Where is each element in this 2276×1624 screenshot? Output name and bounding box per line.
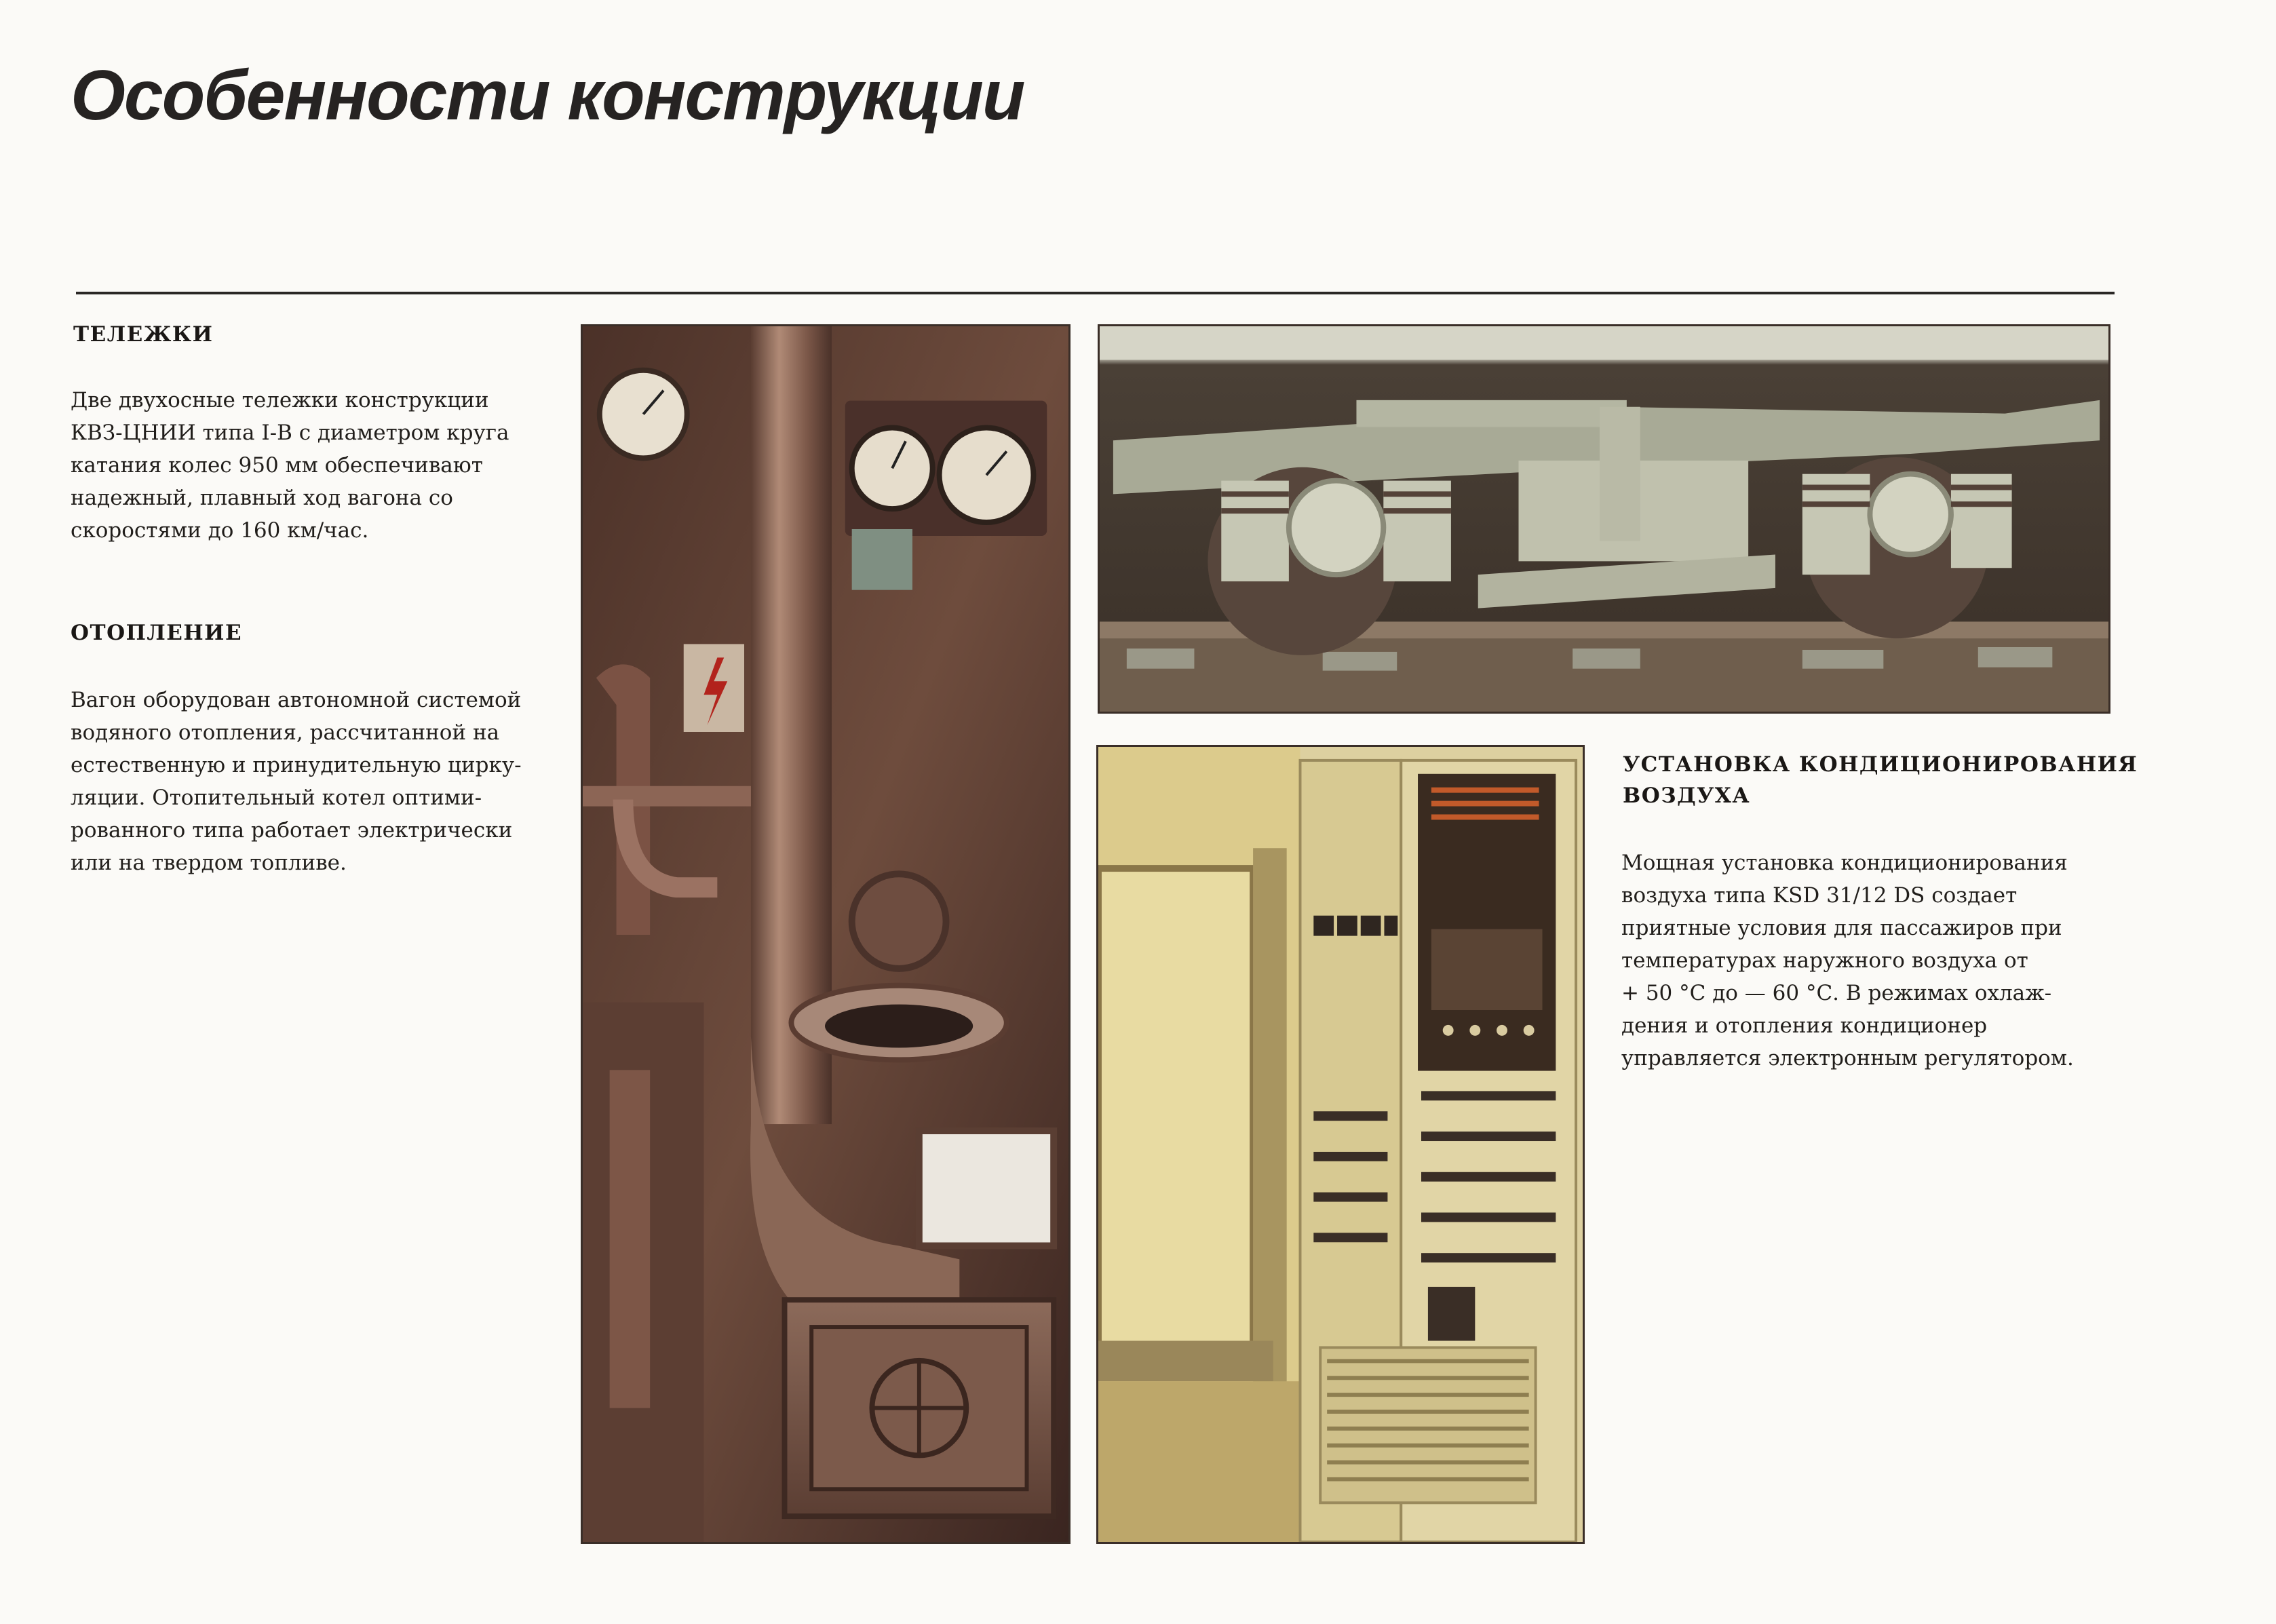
- ac-unit-photo: [1096, 745, 1585, 1544]
- boiler-photo: [581, 324, 1071, 1544]
- boiler-photo-icon: [583, 326, 1068, 1542]
- ac-control-panel-photo-icon: [1098, 747, 1583, 1542]
- title-divider: [76, 292, 2115, 294]
- heating-heading: ОТОПЛЕНИЕ: [71, 621, 243, 645]
- ac-heading: [1623, 749, 2138, 811]
- heating-text: Вагон оборудован автономной системой водяного отопления, рассчитанной на естественную и принудительную цирку- ляции. Отопительный котел оптими- рованного типа работает электрически или на твердом топливе.: [71, 688, 522, 875]
- page-title: Особенности конструкции: [71, 56, 1024, 135]
- bogies-heading: ТЕЛЕЖКИ: [73, 322, 214, 347]
- bogie-photo: [1098, 324, 2110, 714]
- ac-heading-line2: ВОЗДУХА: [1623, 784, 1751, 808]
- ac-text: Мощная установка кондиционирования воздуха типа KSD 31/12 DS создает приятные условия для пассажиров при температурах наружного воздуха от + 50 °С до — 60 °С. В режимах охлаж- дения и отопления кондиционер управляется электронным регулятором.: [1621, 851, 2074, 1070]
- ac-heading-line1: УСТАНОВКА КОНДИЦИОНИРОВАНИЯ: [1623, 752, 2138, 777]
- bogie-photo-icon: [1100, 326, 2108, 712]
- bogies-text: Две двухосные тележки конструкции КВЗ-ЦНИИ типа I-В с диаметром круга катания колес 950 мм обеспечивают надежный, плавный ход вагона со скоростями до 160 км/час.: [71, 388, 509, 543]
